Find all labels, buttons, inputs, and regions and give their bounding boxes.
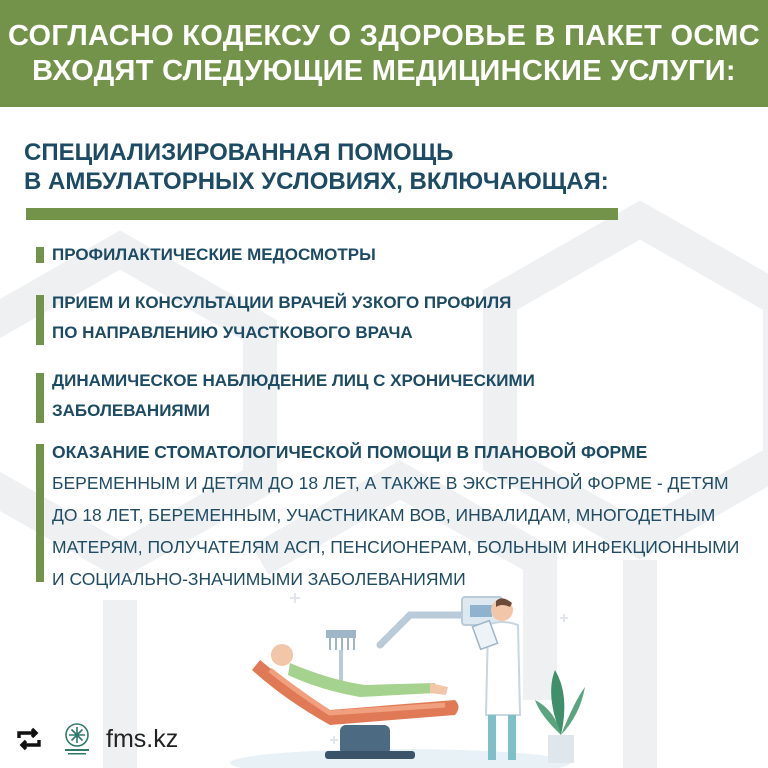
header-banner <box>0 0 768 107</box>
list-item-text: ДИНАМИЧЕСКОЕ НАБЛЮДЕНИЕ ЛИЦ С ХРОНИЧЕСКИМИ <box>52 371 535 390</box>
list-item-text: ПРОФИЛАКТИЧЕСКИЕ МЕДОСМОТРЫ <box>52 245 376 264</box>
repost-icon[interactable] <box>14 724 44 754</box>
list-item-text: ДО 18 ЛЕТ, БЕРЕМЕННЫМ, УЧАСТНИКАМ ВОВ, ИНВАЛИДАМ, МНОГОДЕТНЫМ <box>52 505 716 525</box>
list-item-text: ПРИЕМ И КОНСУЛЬТАЦИИ ВРАЧЕЙ УЗКОГО ПРОФИЛЯ <box>52 293 512 312</box>
list-bullet <box>36 373 44 423</box>
footer-site-link[interactable]: fms.kz <box>106 724 179 753</box>
dental-clinic-illustration <box>230 575 610 768</box>
list-item-heading: ОКАЗАНИЕ СТОМАТОЛОГИЧЕСКОЙ ПОМОЩИ В ПЛАНОВОЙ ФОРМЕ <box>52 442 648 462</box>
section-divider <box>26 208 618 220</box>
list-item <box>36 437 739 595</box>
list-item-text: МАТЕРЯМ, ПОЛУЧАТЕЛЯМ АСП, ПЕНСИОНЕРАМ, БОЛЬНЫМ ИНФЕКЦИОННЫМИ <box>52 537 740 557</box>
footer <box>14 722 178 756</box>
list-bullet <box>36 295 44 345</box>
list-item <box>36 366 535 426</box>
list-bullet <box>36 247 44 263</box>
list-item-text: ЗАБОЛЕВАНИЯМИ <box>52 401 211 420</box>
list-item-text: ПО НАПРАВЛЕНИЮ УЧАСТКОВОГО ВРАЧА <box>52 323 413 342</box>
header-title-line-1: СОГЛАСНО КОДЕКСУ О ЗДОРОВЬЕ В ПАКЕТ ОСМС <box>8 19 760 52</box>
list-item-text: БЕРЕМЕННЫМ И ДЕТЯМ ДО 18 ЛЕТ, А ТАКЖЕ В ЭКСТРЕННОЙ ФОРМЕ - ДЕТЯМ <box>52 473 729 493</box>
section-title-line-2: В АМБУЛАТОРНЫХ УСЛОВИЯХ, ВКЛЮЧАЮЩАЯ: <box>24 168 609 195</box>
list-item <box>36 240 376 270</box>
list-bullet <box>36 444 44 582</box>
header-title-line-2: ВХОДЯТ СЛЕДУЮЩИЕ МЕДИЦИНСКИЕ УСЛУГИ: <box>32 54 736 87</box>
section-title <box>24 138 609 196</box>
fms-logo-icon <box>62 722 92 756</box>
section-title-line-1: СПЕЦИАЛИЗИРОВАННАЯ ПОМОЩЬ <box>24 139 454 166</box>
list-item <box>36 288 511 348</box>
list-item-text: И СОЦИАЛЬНО-ЗНАЧИМЫМИ ЗАБОЛЕВАНИЯМИ <box>52 569 466 589</box>
